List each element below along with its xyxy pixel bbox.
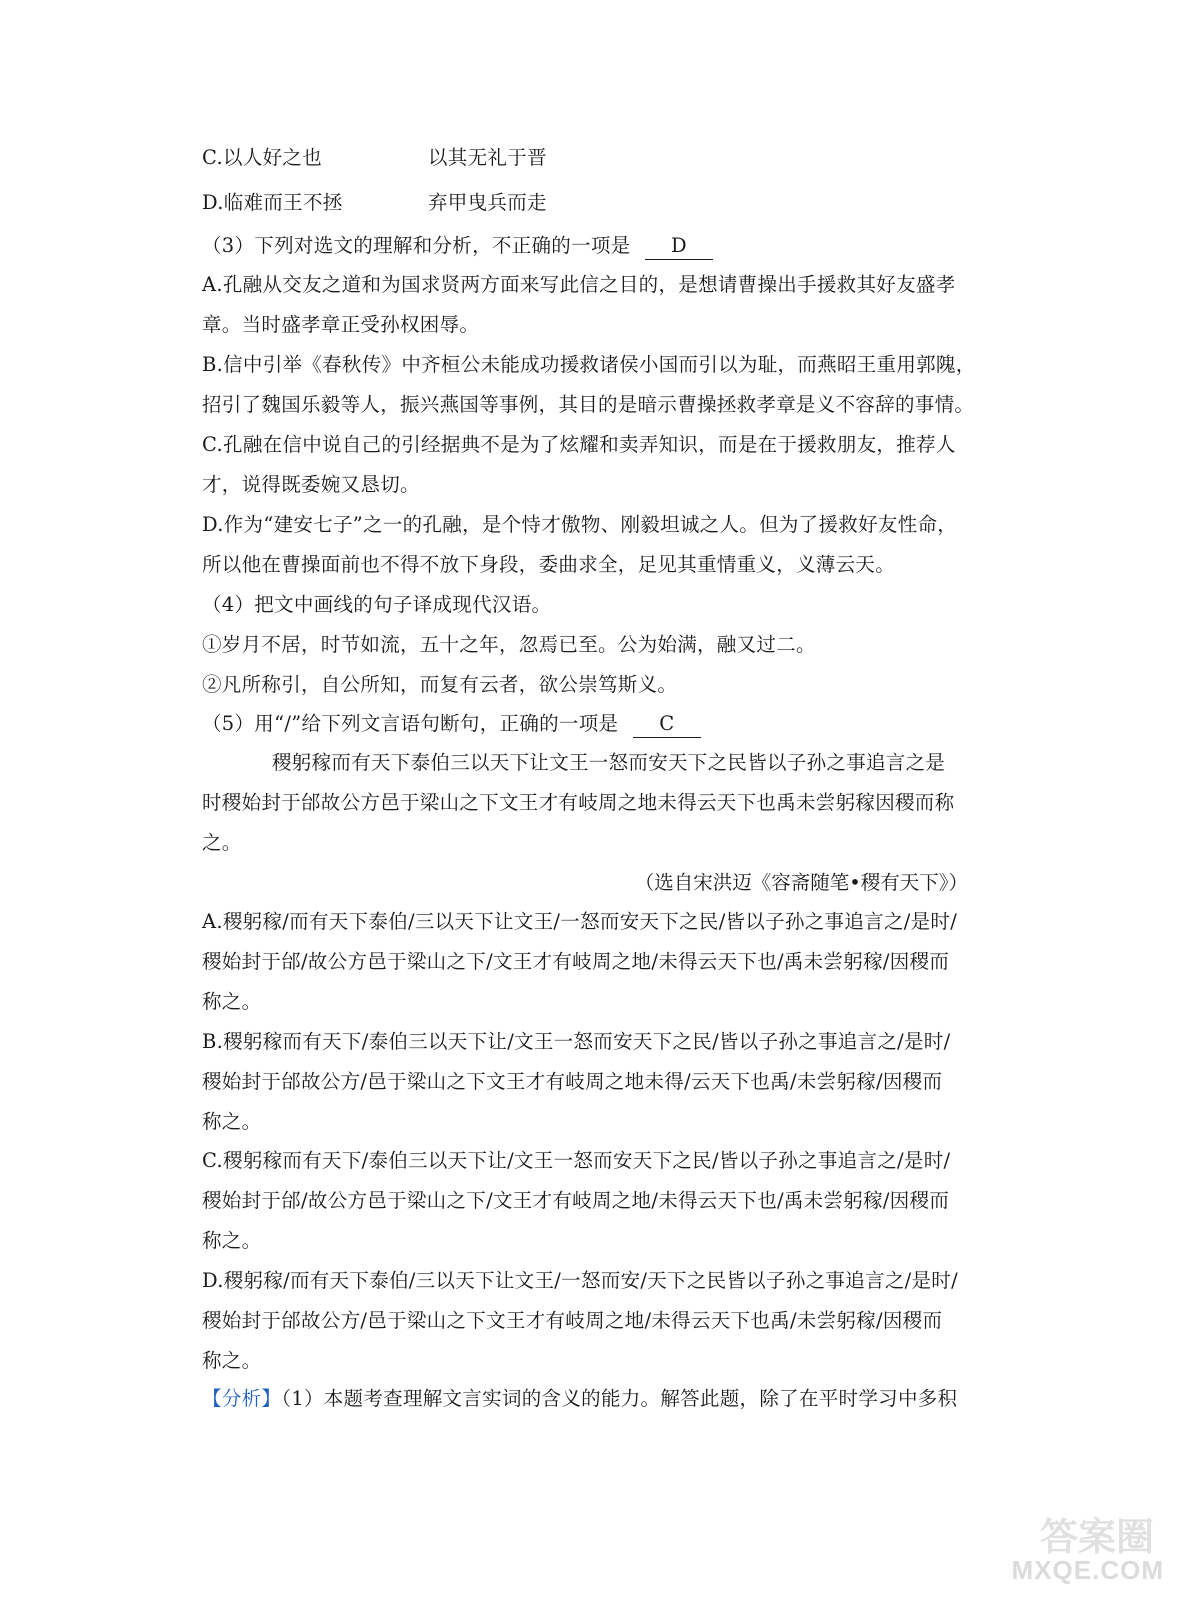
q5-option-c-2: 稷始封于邰/故公方邑于梁山之下/文王才有岐周之地/未得云天下也/禹未尝躬稼/因稷而 [202,1189,950,1212]
q5-source: （选自宋洪迈《容斋随笔•稷有天下》） [634,871,968,894]
q3-option-b-1: B.信中引举《春秋传》中齐桓公未能成功援救诸侯小国而引以为耻，而燕昭王重用郭隗， [202,353,976,376]
q5-option-d-3: 称之。 [202,1349,262,1372]
q5-option-c-3: 称之。 [202,1229,262,1252]
option-d-right: 弃甲曳兵而走 [428,191,547,214]
q3-option-a-2: 章。当时盛孝章正受孙权困辱。 [202,313,480,336]
q5-option-d-2: 稷始封于邰故公方/邑于梁山之下文王才有岐周之地/未得云天下也禹/未尝躬稼/因稷而 [202,1309,943,1332]
q3-option-c-1: C.孔融在信中说自己的引经据典不是为了炫耀和卖弄知识，而是在于援救朋友，推荐人 [202,433,956,456]
analysis-line [202,1386,982,1412]
q5-option-b-3: 称之。 [202,1110,262,1133]
option-c-left: C.以人好之也 [202,146,323,169]
q5-stem-line [202,711,982,738]
q5-option-a-2: 稷始封于邰/故公方邑于梁山之下/文王才有岐周之地/未得云天下也/禹未尝躬稼/因稷而 [202,950,950,973]
option-c-right: 以其无礼于晋 [428,146,547,169]
q5-option-d-1: D.稷躬稼/而有天下泰伯/三以天下让文王/一怒而安/天下之民皆以子孙之事追言之/是时/ [202,1269,958,1292]
q3-option-d-1: D.作为“建安七子”之一的孔融，是个恃才傲物、刚毅坦诚之人。但为了援救好友性命， [202,513,958,536]
q3-stem: （3）下列对选文的理解和分析，不正确的一项是 [202,234,631,257]
q5-option-a-1: A.稷躬稼/而有天下泰伯/三以天下让文王/一怒而安天下之民/皆以子孙之事追言之/是时/ [202,910,958,933]
q4-stem: （4）把文中画线的句子译成现代汉语。 [202,593,552,616]
q3-option-d-2: 所以他在曹操面前也不得不放下身段，委曲求全，足见其重情重义，义薄云天。 [202,553,896,576]
option-d-left: D.临难而王不拯 [202,191,343,214]
option-d-line [202,190,982,216]
q5-passage-3: 之。 [202,831,242,854]
q5-passage-1: 稷躬稼而有天下泰伯三以天下让文王一怒而安天下之民皆以子孙之事追言之是 [272,751,946,774]
watermark-logo-icon: 答案圈 [1039,1515,1154,1559]
q3-stem-line [202,233,982,260]
q4-sentence-2: ②凡所称引，自公所知，而复有云者，欲公崇笃斯义。 [202,673,678,696]
q4-sentence-1: ①岁月不居，时节如流，五十之年，忽焉已至。公为始满，融又过二。 [202,633,816,656]
q5-option-a-3: 称之。 [202,990,262,1013]
q5-stem: （5）用“/”给下列文言语句断句，正确的一项是 [202,712,619,735]
q5-option-b-1: B.稷躬稼而有天下/泰伯三以天下让/文王一怒而安天下之民/皆以子孙之事追言之/是时/ [202,1030,951,1053]
q3-option-a-1: A.孔融从交友之道和为国求贤两方面来写此信之目的，是想请曹操出手援救其好友盛孝 [202,273,956,296]
q5-answer: C [633,711,701,738]
q3-option-c-2: 才，说得既委婉又恳切。 [202,473,420,496]
option-c-line [202,145,982,171]
q5-passage-2: 时稷始封于邰故公方邑于梁山之下文王才有岐周之地未得云天下也禹未尝躬稼因稷而称 [202,791,955,814]
analysis-tag: 【分析】 [202,1387,282,1410]
analysis-text: （1）本题考查理解文言实词的含义的能力。解答此题，除了在平时学习中多积 [281,1387,958,1410]
q3-option-b-2: 招引了魏国乐毅等人，振兴燕国等事例，其目的是暗示曹操拯救孝章是义不容辞的事情。 [202,393,975,416]
q5-option-c-1: C.稷躬稼而有天下/泰伯三以天下让/文王一怒而安天下之民/皆以子孙之事追言之/是时/ [202,1149,951,1172]
q5-option-b-2: 稷始封于邰故公方/邑于梁山之下文王才有岐周之地未得/云天下也禹/未尝躬稼/因稷而 [202,1070,943,1093]
watermark-text: MXQE.COM [1011,1555,1164,1585]
q3-answer: D [645,233,713,260]
watermark [964,1506,1164,1586]
